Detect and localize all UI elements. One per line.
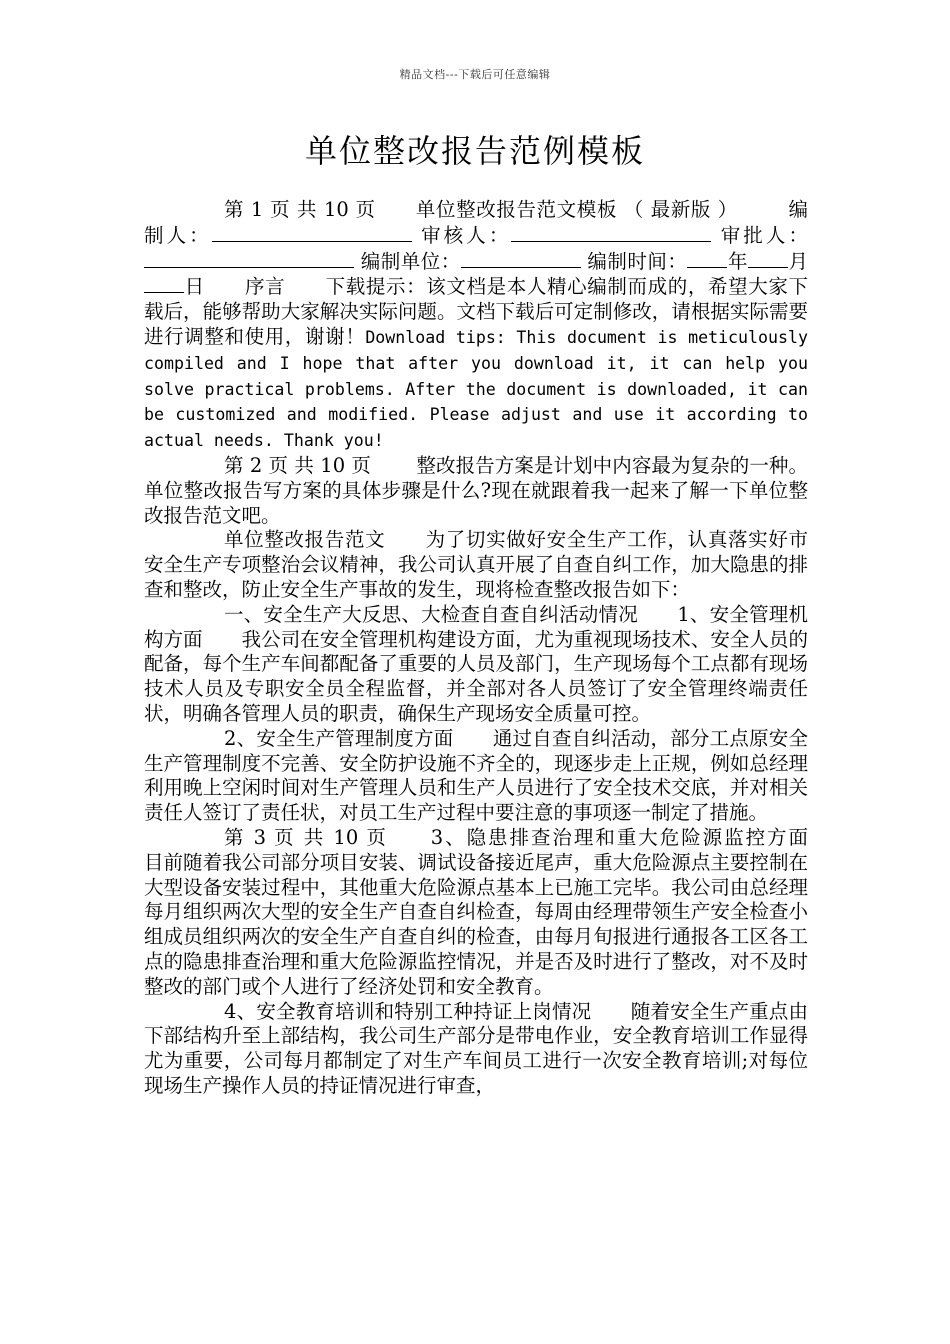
document-body bbox=[144, 198, 848, 1099]
year-label: 年 bbox=[727, 249, 748, 273]
download-tip-en: Download tips: This document is meticulously compiled and I hope that after you download it, it can help you solve practical problems. After the document is downloaded, it can be customized and modified. Please adjust and use it according to actual needs. Thank you! bbox=[144, 327, 808, 451]
day-label: 日 bbox=[184, 275, 205, 299]
time-label: 编制时间： bbox=[587, 249, 688, 273]
paragraph-3: 一、安全生产大反思、大检查自查自纠活动情况 1、安全管理机构方面 我公司在安全管理机构建设方面，尤为重视现场技术、安全人员的配备，每个生产车间都配备了重要的人员及部门，生产现场每个工点都有现场技术人员及专职安全员全程监督，并全部对各人员签订了安全管理终端责任状，明确各管理人员的职责，确保生产现场安全质量可控。 bbox=[144, 602, 808, 725]
editor-label: 编制人： bbox=[144, 198, 808, 247]
month-label: 月 bbox=[787, 249, 808, 273]
page-header: 精品文档---下载后可任意编辑 bbox=[399, 68, 551, 81]
paragraph-6: 4、安全教育培训和特别工种持证上岗情况 随着安全生产重点由下部结构升至上部结构，我公司生产部分是带电作业，安全教育培训工作显得尤为重要，公司每月都制定了对生产车间员工进行一次安全教育培训;对每位现场生产操作人员的持证情况进行审查， bbox=[144, 999, 808, 1097]
document-title: 单位整改报告范例模板 bbox=[304, 132, 645, 170]
paragraph-4: 2、安全生产管理制度方面 通过自查自纠活动，部分工点原安全生产管理制度不完善、安全防护设施不齐全的，现逐步走上正规，例如总经理利用晚上空闲时间对生产管理人员和生产人员进行了安全技术交底，并对相关责任人签订了责任状，对员工生产过程中要注意的事项逐一制定了措施。 bbox=[144, 726, 808, 825]
preface-label: 序言 bbox=[245, 275, 286, 299]
subtitle: 单位整改报告范文模板 （ 最新版 ） bbox=[415, 198, 729, 221]
approver-blank bbox=[144, 249, 354, 268]
unit-label: 编制单位： bbox=[360, 249, 461, 273]
unit-blank bbox=[461, 249, 581, 268]
day-blank bbox=[144, 274, 184, 293]
reviewer-label: 审核人： bbox=[421, 223, 512, 247]
paragraph-5: 第 3 页 共 10 页 3、隐患排查治理和重大危险源监控方面 目前随着我公司部分项目安装、调试设备接近尾声，重大危险源点主要控制在大型设备安装过程中，其他重大危险源点基本上已施工完毕。我公司由总经理每月组织两次大型的安全生产自查自纠检查，每周由经理带领生产安全检查小组成员组织两次的安全生产自查自纠的检查，由每月旬报进行通报各工区各工点的隐患排查治理和重大危险源监控情况，并是否及时进行了整改，对不及时整改的部门或个人进行了经济处罚和安全教育。 bbox=[144, 825, 848, 998]
editor-blank bbox=[212, 223, 412, 242]
reviewer-blank bbox=[511, 223, 711, 242]
year-blank bbox=[687, 249, 727, 268]
approver-label: 审批人： bbox=[720, 223, 808, 247]
paragraph-1: 第 2 页 共 10 页 整改报告方案是计划中内容最为复杂的一种。单位整改报告写方案的具体步骤是什么?现在就跟着我一起来了解一下单位整改报告范文吧。 bbox=[144, 453, 808, 527]
month-blank bbox=[748, 249, 788, 268]
page-marker: 第 1 页 共 10 页 bbox=[224, 198, 376, 221]
intro-paragraph bbox=[144, 198, 808, 454]
download-tip-cn: 下载提示：该文档是本人精心编制而成的，希望大家下载后，能够帮助大家解决实际问题。文档下载后可定制修改，请根据实际需要进行调整和使用，谢谢！ bbox=[144, 275, 808, 348]
paragraph-2: 单位整改报告范文 为了切实做好安全生产工作，认真落实好市安全生产专项整治会议精神，我公司认真开展了自查自纠工作，加大隐患的排查和整改，防止安全生产事故的发生，现将检查整改报告如下： bbox=[144, 528, 808, 601]
